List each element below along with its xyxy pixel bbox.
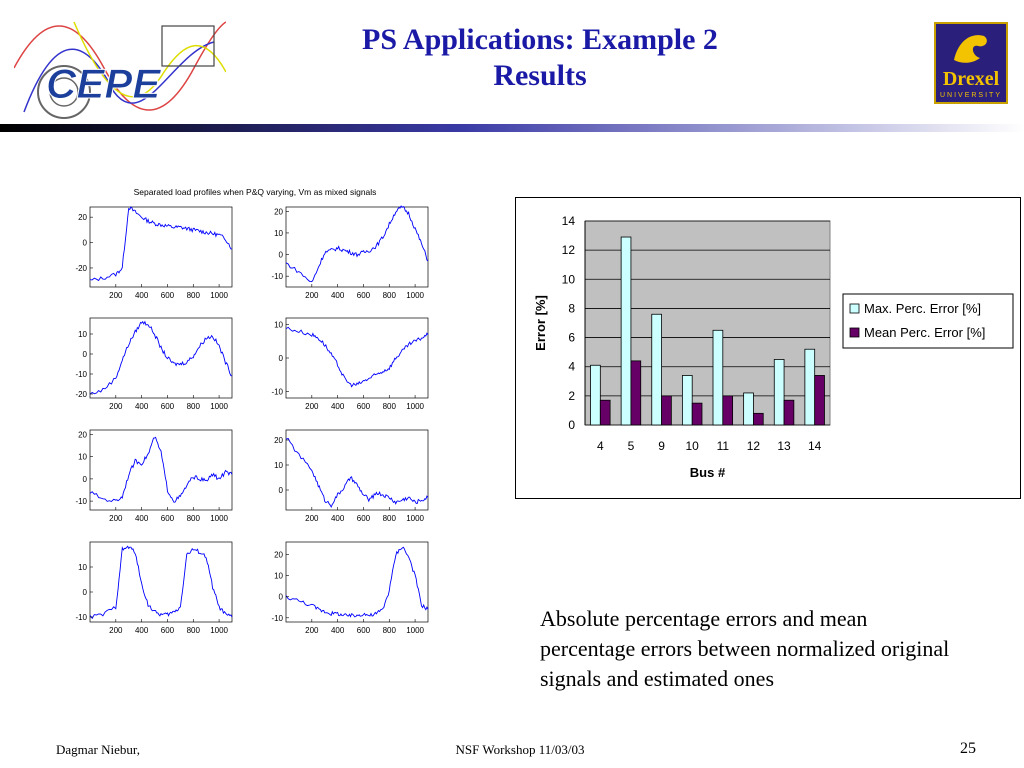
bar-max-error	[621, 237, 631, 425]
panel-x-tick: 200	[305, 402, 319, 411]
bar-y-label: Error [%]	[533, 295, 548, 351]
signal-panel-7	[75, 542, 232, 635]
drexel-word: Drexel	[942, 68, 1000, 90]
dragon-icon	[950, 28, 992, 68]
signal-panels	[75, 206, 428, 635]
panel-x-tick: 800	[382, 514, 396, 523]
footer-event: NSF Workshop 11/03/03	[455, 742, 585, 757]
signal-panel-5	[75, 430, 232, 523]
panel-x-tick: 600	[160, 626, 175, 635]
panel-x-tick: 600	[356, 402, 371, 411]
bar-x-tick: 12	[746, 439, 761, 453]
title-line-2: Results	[493, 59, 587, 92]
panel-x-tick: 800	[186, 402, 200, 411]
panel-y-tick: -20	[75, 390, 87, 399]
panel-y-tick: 20	[274, 550, 283, 560]
panel-x-tick: 400	[330, 402, 345, 411]
slide-title	[300, 22, 780, 94]
panel-x-tick: 200	[305, 514, 319, 523]
panel-x-tick: 400	[330, 291, 345, 300]
signal-panel-2	[271, 206, 428, 300]
bar-max-error	[744, 393, 754, 425]
panel-x-tick: 600	[356, 291, 371, 300]
bar-y-tick: 8	[568, 301, 575, 316]
panel-y-tick: -10	[271, 272, 283, 282]
signal-panel-8	[271, 542, 428, 635]
panel-x-tick: 600	[160, 402, 175, 411]
bar-max-error	[591, 365, 601, 425]
panel-x-tick: 600	[160, 291, 175, 300]
legend-swatch-mean	[850, 328, 859, 337]
error-bar-chart	[515, 197, 1021, 499]
bar-y-tick: 10	[561, 272, 575, 287]
bar-mean-error	[815, 375, 825, 425]
signal-panel-1	[75, 207, 232, 300]
panel-y-tick: 0	[82, 238, 87, 248]
panel-x-tick: 1000	[406, 402, 424, 411]
panel-x-tick: 1000	[210, 402, 228, 411]
cepe-logo	[14, 12, 226, 124]
panel-y-tick: 0	[278, 486, 283, 495]
panel-frame	[90, 430, 232, 510]
bar-y-ticks	[562, 214, 576, 432]
panel-x-tick: 400	[134, 514, 149, 523]
panel-y-tick: 10	[274, 571, 283, 581]
bar-x-tick: 14	[808, 439, 822, 453]
plots-title: Separated load profiles when P&Q varying, Vm as mixed signals	[133, 187, 377, 197]
panel-y-tick: 20	[78, 430, 87, 440]
panel-x-tick: 200	[109, 291, 123, 300]
panel-y-tick: -10	[271, 613, 283, 623]
panel-frame	[286, 318, 428, 398]
panel-frame	[90, 318, 232, 398]
panel-x-tick: 400	[330, 626, 345, 635]
figure-caption: Absolute percentage errors and mean percentage errors between normalized original signals and estimated ones	[540, 606, 950, 691]
page-number: 25	[960, 740, 976, 757]
panel-y-tick: -20	[75, 263, 87, 273]
bar-mean-error	[753, 413, 763, 425]
panel-y-tick: 20	[78, 213, 87, 223]
bar-x-tick: 10	[685, 439, 699, 453]
panel-y-tick: 0	[278, 250, 283, 260]
panel-x-tick: 1000	[210, 514, 228, 523]
bar-y-tick: 14	[561, 214, 575, 228]
panel-x-tick: 800	[382, 291, 396, 300]
panel-x-tick: 600	[356, 626, 371, 635]
bar-mean-error	[662, 396, 672, 425]
bar-x-tick: 4	[596, 439, 604, 453]
panel-frame	[286, 430, 428, 510]
panel-x-tick: 400	[134, 291, 149, 300]
bar-max-error	[805, 349, 815, 425]
panel-x-tick: 400	[330, 514, 345, 523]
bar-mean-error	[723, 396, 733, 425]
panel-x-tick: 800	[186, 291, 200, 300]
panel-y-tick: 0	[278, 592, 283, 602]
bar-max-error	[713, 330, 723, 425]
drexel-logo	[934, 22, 1008, 104]
panel-x-tick: 1000	[406, 626, 424, 635]
bar-mean-error	[631, 361, 641, 425]
bar-mean-error	[692, 403, 702, 425]
panel-x-tick: 1000	[210, 626, 228, 635]
bar-x-tick: 11	[716, 439, 730, 453]
bar-mean-error	[600, 400, 610, 425]
panel-x-tick: 1000	[406, 514, 424, 523]
panel-x-tick: 1000	[210, 291, 228, 300]
bar-mean-error	[784, 400, 794, 425]
legend-label-max: Max. Perc. Error [%]	[864, 301, 982, 316]
panel-x-tick: 400	[134, 402, 149, 411]
bar-x-tick: 9	[658, 439, 665, 453]
panel-x-tick: 1000	[406, 291, 424, 300]
signal-panel-6	[274, 430, 428, 523]
bar-x-ticks	[597, 439, 822, 453]
panel-y-tick: 10	[274, 461, 283, 470]
panel-y-tick: 10	[78, 452, 87, 462]
panel-y-tick: -10	[271, 387, 283, 397]
signal-plots-figure	[60, 180, 460, 640]
panel-y-tick: 20	[274, 207, 283, 217]
panel-y-tick: 10	[274, 320, 283, 330]
bar-x-tick: 13	[777, 439, 791, 453]
signal-panel-3	[75, 318, 232, 411]
panel-x-tick: 600	[160, 514, 175, 523]
panel-x-tick: 200	[109, 514, 123, 523]
legend-label-mean: Mean Perc. Error [%]	[864, 325, 986, 340]
panel-x-tick: 400	[134, 626, 149, 635]
bar-legend	[843, 294, 1013, 348]
bar-x-tick: 5	[627, 439, 635, 453]
panel-x-tick: 600	[356, 514, 371, 523]
panel-y-tick: -10	[75, 370, 87, 379]
panel-y-tick: 10	[78, 563, 87, 572]
panel-y-tick: 20	[274, 436, 283, 445]
bar-max-error	[682, 375, 692, 425]
panel-x-tick: 200	[305, 626, 319, 635]
bar-max-error	[652, 314, 662, 425]
panel-y-tick: 0	[82, 350, 87, 359]
panel-y-tick: 0	[82, 588, 87, 597]
panel-x-tick: 800	[186, 514, 200, 523]
bar-x-label: Bus #	[689, 465, 726, 480]
panel-y-tick: -10	[75, 613, 87, 622]
panel-y-tick: -10	[75, 497, 87, 507]
bar-max-error	[774, 359, 784, 425]
bar-y-tick: 12	[561, 243, 575, 258]
logo-text: CEPE	[46, 60, 161, 107]
panel-frame	[286, 207, 428, 287]
drexel-university: UNIVERSITY	[939, 92, 1002, 99]
panel-x-tick: 800	[382, 626, 396, 635]
footer-author: Dagmar Niebur,	[56, 742, 140, 757]
panel-y-tick: 10	[78, 330, 87, 339]
panel-x-tick: 200	[109, 626, 123, 635]
panel-x-tick: 200	[109, 402, 123, 411]
bar-y-tick: 6	[568, 330, 575, 345]
bar-y-tick: 2	[568, 388, 575, 403]
panel-y-tick: 0	[278, 354, 283, 363]
title-line-1: PS Applications: Example 2	[362, 23, 718, 56]
bar-y-tick: 0	[568, 418, 575, 432]
panel-x-tick: 200	[305, 291, 319, 300]
signal-panel-4	[271, 318, 428, 411]
panel-x-tick: 800	[186, 626, 200, 635]
bar-y-tick: 4	[568, 359, 575, 374]
panel-y-tick: 10	[274, 228, 283, 238]
panel-x-tick: 800	[382, 402, 396, 411]
legend-swatch-max	[850, 304, 859, 313]
panel-y-tick: 0	[82, 474, 87, 484]
header-rule	[0, 122, 1024, 134]
